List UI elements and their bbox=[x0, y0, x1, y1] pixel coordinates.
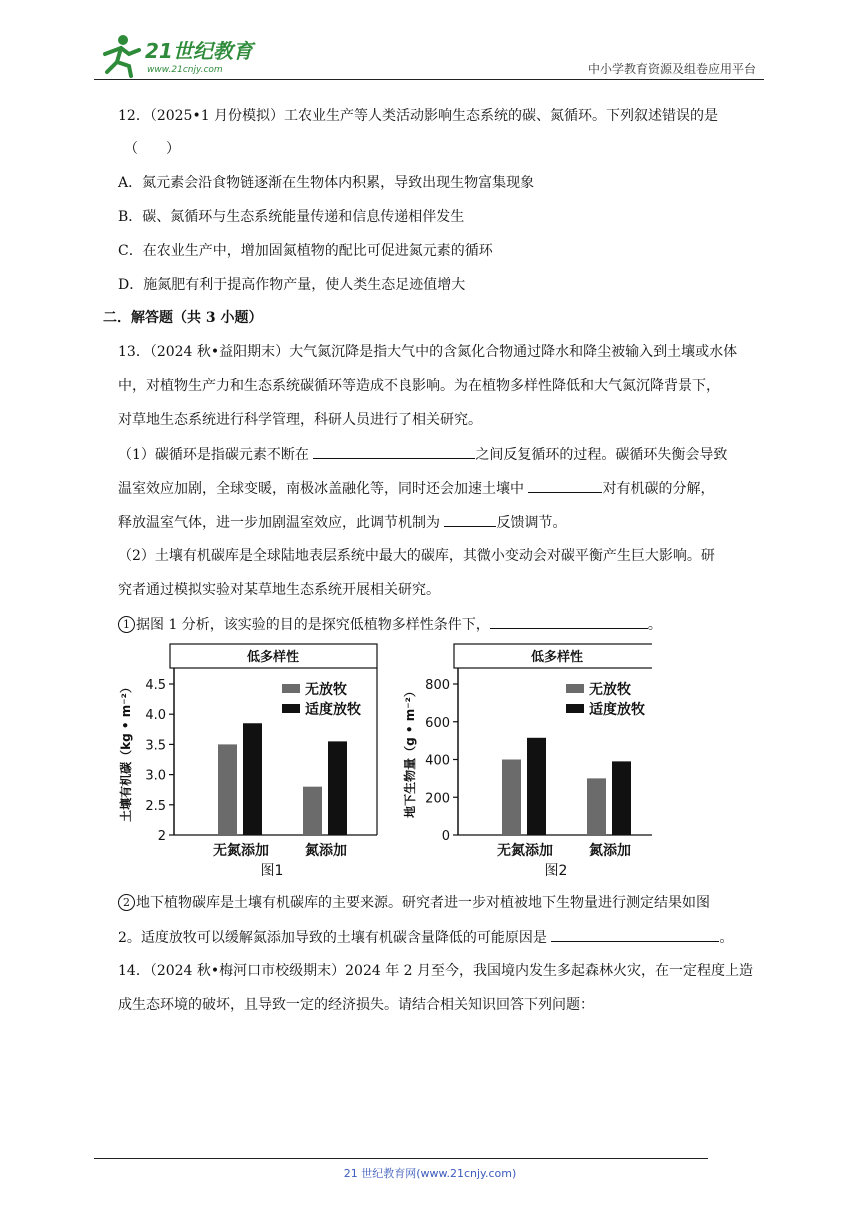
legend-swatch bbox=[566, 684, 584, 693]
q13-sub1-end: 。 bbox=[647, 617, 662, 633]
q13-part1-c: 温室效应加剧，全球变暖，南极冰盖融化等，同时还会加速土壤中 bbox=[118, 481, 524, 497]
chart-title: 低多样性 bbox=[530, 650, 584, 665]
footer-text: 21 世纪教育网(www.21cnjy.com) bbox=[343, 1167, 517, 1180]
q12-option-d: D．施氮肥有利于提高作物产量，使人类生态足迹值增大 bbox=[118, 277, 466, 293]
y-tick-label: 800 bbox=[425, 678, 450, 693]
y-axis-label: 地下生物量（g • m⁻²） bbox=[403, 685, 417, 818]
q13-part1-d: 对有机碳的分解， bbox=[602, 481, 715, 497]
chart-figure-1 bbox=[118, 644, 377, 879]
answer-blank-1[interactable] bbox=[313, 444, 475, 459]
legend-label: 无放牧 bbox=[589, 682, 631, 698]
x-tick-label: 无氮添加 bbox=[497, 843, 553, 859]
q13-part2-line2: 究者通过模拟实验对某草地生态系统开展相关研究。 bbox=[118, 582, 440, 598]
q12-paren: （ ） bbox=[124, 141, 180, 157]
bar bbox=[218, 744, 237, 835]
figure-caption: 图2 bbox=[544, 863, 568, 879]
y-tick-label: 600 bbox=[425, 715, 450, 731]
q14-line2: 成生态环境的破坏，且导致一定的经济损失。请结合相关知识回答下列问题： bbox=[118, 997, 594, 1013]
chart-figure-2 bbox=[402, 644, 652, 879]
bar bbox=[612, 761, 631, 835]
legend-swatch bbox=[566, 704, 584, 713]
y-tick-label: 2 bbox=[157, 829, 166, 844]
legend-label: 无放牧 bbox=[305, 682, 347, 698]
logo-url: www.21cnjy.com bbox=[147, 65, 223, 75]
x-tick-label: 无氮添加 bbox=[213, 843, 269, 859]
y-tick-label: 4.0 bbox=[145, 708, 166, 724]
figure-caption: 图1 bbox=[260, 863, 284, 879]
q13-sub2-line1 bbox=[118, 893, 710, 913]
q13-part1-line3 bbox=[118, 512, 566, 533]
bar bbox=[328, 741, 347, 835]
bar bbox=[527, 738, 546, 835]
chart-title: 低多样性 bbox=[246, 650, 300, 665]
q13-line3: 对草地生态系统进行科学管理，科研人员进行了相关研究。 bbox=[118, 412, 482, 428]
bar bbox=[587, 778, 606, 835]
q13-part1-e: 释放温室气体，进一步加剧温室效应，此调节机制为 bbox=[118, 515, 440, 531]
q13-line2: 中，对植物生产力和生态系统碳循环等造成不良影响。为在植物多样性降低和大气氮沉降背景下， bbox=[118, 378, 720, 394]
q12-option-a: A．氮元素会沿食物链逐渐在生物体内积累，导致出现生物富集现象 bbox=[118, 175, 535, 191]
q13-part1-b: 之间反复循环的过程。碳循环失衡会导致 bbox=[475, 447, 728, 463]
answer-blank-4[interactable] bbox=[490, 614, 648, 629]
y-tick-label: 3.5 bbox=[145, 738, 166, 754]
bar bbox=[243, 723, 262, 835]
logo-text: 21世纪教育 bbox=[145, 39, 253, 63]
q12-option-b: B．碳、氮循环与生态系统能量传递和信息传递相伴发生 bbox=[118, 209, 465, 225]
bar bbox=[303, 787, 322, 835]
x-tick-label: 氮添加 bbox=[589, 843, 631, 859]
y-tick-label: 4.5 bbox=[145, 678, 166, 693]
q13-sub1-text: 据图 1 分析，该实验的目的是探究低植物多样性条件下， bbox=[136, 617, 490, 633]
legend-label: 适度放牧 bbox=[305, 702, 361, 718]
q13-line1: 13．（2024 秋•益阳期末）大气氮沉降是指大气中的含氮化合物通过降水和降尘被输入到土壤或水体 bbox=[118, 344, 738, 360]
header-divider bbox=[94, 79, 764, 80]
q13-sub2-a: 地下植物碳库是土壤有机碳库的主要来源。研究者进一步对植被地下生物量进行测定结果如图 bbox=[136, 895, 710, 911]
section-title: 二．解答题（共 3 小题） bbox=[103, 310, 263, 326]
answer-blank-5[interactable] bbox=[551, 927, 719, 942]
answer-blank-2[interactable] bbox=[528, 478, 602, 493]
legend-swatch bbox=[282, 684, 300, 693]
bar bbox=[502, 760, 521, 836]
platform-name: 中小学教育资源及组卷应用平台 bbox=[587, 62, 756, 76]
answer-blank-3[interactable] bbox=[444, 512, 496, 527]
q12-stem: 12．（2025•1 月份模拟）工农业生产等人类活动影响生态系统的碳、氮循环。下列叙述错误的是 bbox=[118, 108, 719, 124]
y-tick-label: 3.0 bbox=[145, 768, 166, 784]
q13-part1-line1 bbox=[118, 444, 727, 465]
site-logo bbox=[95, 32, 265, 78]
legend-swatch bbox=[282, 704, 300, 713]
circled-number-2: 2 bbox=[118, 894, 135, 911]
q13-sub2-end: 。 bbox=[719, 930, 734, 946]
q13-part2-line1: （2）土壤有机碳库是全球陆地表层系统中最大的碳库，其微小变动会对碳平衡产生巨大影响。研 bbox=[118, 548, 715, 564]
q13-part1-a: （1）碳循环是指碳元素不断在 bbox=[118, 447, 309, 463]
runner-icon bbox=[105, 35, 139, 76]
q14-line1: 14．（2024 秋•梅河口市校级期末）2024 年 2 月至今，我国境内发生多起森林火灾，在一定程度上造 bbox=[118, 963, 754, 979]
y-tick-label: 2.5 bbox=[145, 798, 166, 814]
y-tick-label: 0 bbox=[441, 829, 450, 844]
x-tick-label: 氮添加 bbox=[305, 843, 347, 859]
q13-sub1 bbox=[118, 614, 662, 635]
figure-charts bbox=[112, 640, 652, 885]
q13-sub2-line2 bbox=[118, 927, 733, 948]
circled-number-1: 1 bbox=[118, 616, 135, 633]
q13-part1-line2 bbox=[118, 478, 714, 499]
y-tick-label: 200 bbox=[425, 791, 450, 807]
legend-label: 适度放牧 bbox=[589, 702, 645, 718]
footer-divider bbox=[94, 1158, 708, 1159]
y-axis-label: 土壤有机碳（kg • m⁻²） bbox=[119, 681, 133, 822]
q13-sub2-b: 2。适度放牧可以缓解氮添加导致的土壤有机碳含量降低的可能原因是 bbox=[118, 930, 547, 946]
y-tick-label: 400 bbox=[425, 753, 450, 769]
q13-part1-f: 反馈调节。 bbox=[496, 515, 567, 531]
q12-option-c: C．在农业生产中，增加固氮植物的配比可促进氮元素的循环 bbox=[118, 243, 493, 259]
